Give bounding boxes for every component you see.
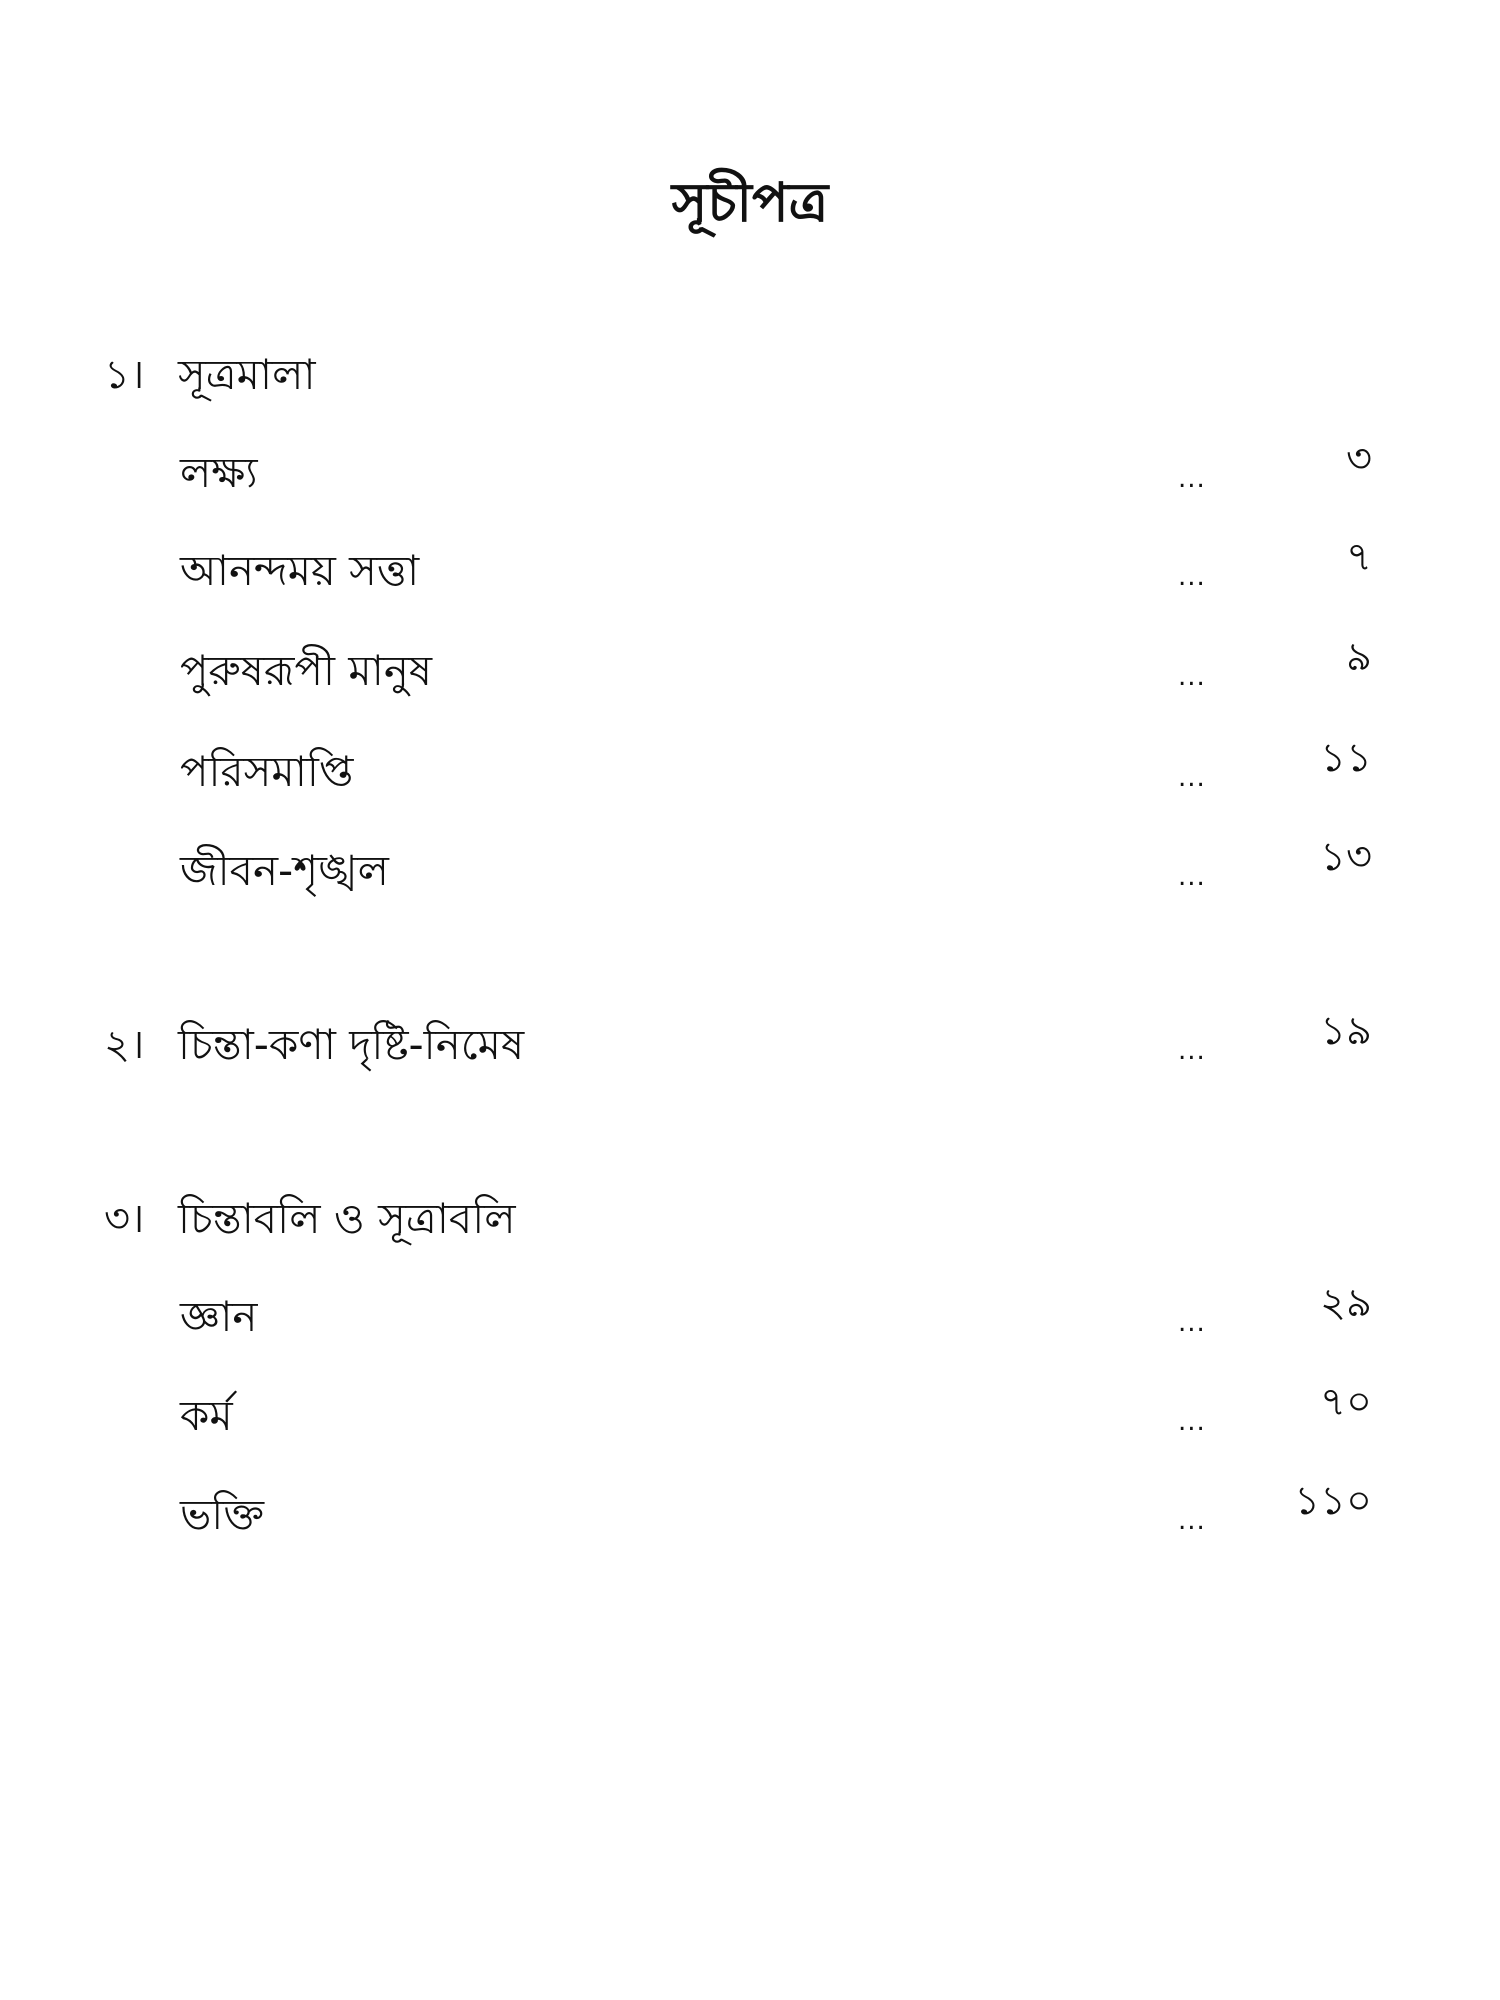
toc-entry[interactable]: [0, 1480, 1500, 1550]
page-number: ৯: [1346, 634, 1372, 680]
toc-entry[interactable]: [0, 1282, 1500, 1352]
entry-title: জ্ঞান: [180, 1292, 258, 1341]
toc-entry[interactable]: [0, 636, 1500, 706]
page-number: ৭: [1345, 534, 1372, 580]
page-title: সূচীপত্র: [671, 171, 829, 234]
toc-entry[interactable]: [0, 1010, 1500, 1080]
dot-leader: ...: [1178, 1036, 1206, 1066]
page-number: ১১০: [1294, 1478, 1372, 1524]
section-number: ২।: [104, 1022, 145, 1068]
dot-leader: ...: [1178, 862, 1206, 892]
section-title: চিন্তা-কণা দৃষ্টি-নিমেষ: [178, 1020, 525, 1069]
dot-leader: ...: [1178, 562, 1206, 592]
dot-leader: ...: [1178, 662, 1206, 692]
entry-title: কর্ম: [180, 1391, 233, 1440]
entry-title: ভক্তি: [180, 1490, 265, 1539]
entry-title: লক্ষ্য: [180, 448, 258, 497]
entry-title: পুরুষরূপী মানুষ: [180, 646, 433, 695]
page-number: ১১: [1320, 735, 1372, 781]
dot-leader: ...: [1178, 1308, 1206, 1338]
dot-leader: ...: [1178, 464, 1206, 494]
section-title: চিন্তাবলি ও সূত্রাবলি: [178, 1194, 516, 1243]
dot-leader: ...: [1178, 763, 1206, 793]
section-heading: [0, 340, 1500, 410]
toc-entry[interactable]: [0, 438, 1500, 508]
section-number: ৩।: [104, 1196, 145, 1242]
entry-title: পরিসমাপ্তি: [180, 747, 354, 796]
page-number: ১৯: [1320, 1008, 1372, 1054]
toc-entry[interactable]: [0, 536, 1500, 606]
toc-entry[interactable]: [0, 737, 1500, 807]
entry-title: জীবন-শৃঙ্খল: [180, 846, 389, 895]
toc-entry[interactable]: [0, 836, 1500, 906]
entry-title: আনন্দময় সত্তা: [180, 546, 420, 595]
section-number: ১।: [104, 352, 145, 398]
section-heading: [0, 1184, 1500, 1254]
dot-leader: ...: [1178, 1407, 1206, 1437]
page-number: ২৯: [1320, 1280, 1372, 1326]
page-number: ১৩: [1320, 834, 1372, 880]
section-title: সূত্রমালা: [178, 350, 316, 399]
page-number: ৩: [1345, 436, 1372, 482]
toc-entry[interactable]: [0, 1381, 1500, 1451]
page-number: ৭০: [1319, 1379, 1372, 1425]
dot-leader: ...: [1178, 1506, 1206, 1536]
